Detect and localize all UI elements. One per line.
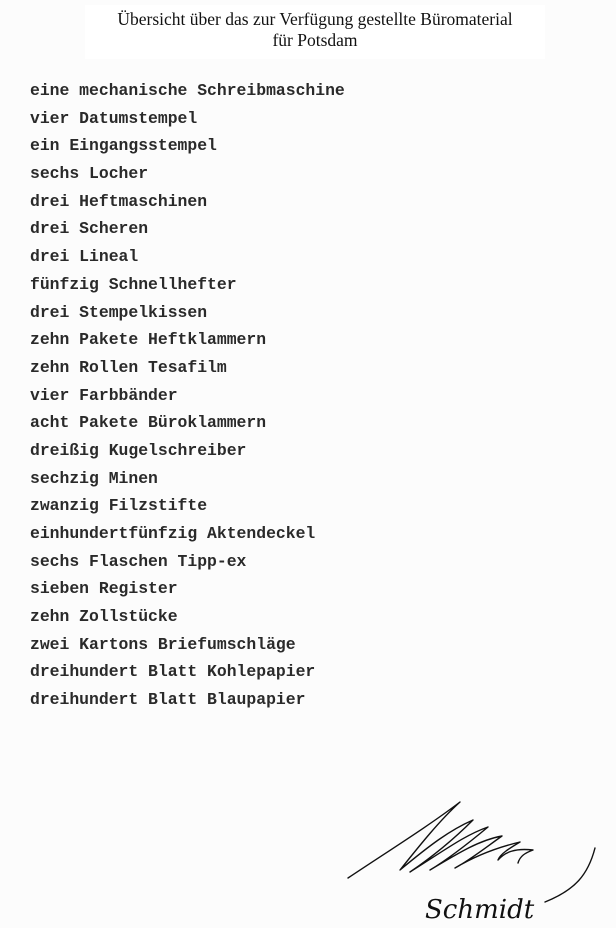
list-item: einhundertfünfzig Aktendeckel (30, 524, 316, 543)
list-item: dreihundert Blatt Blaupapier (30, 690, 306, 710)
list-item: dreihundert Blatt Kohlepapier (30, 662, 316, 682)
list-item: vier Farbbänder (30, 385, 178, 405)
list-item: drei Stempelkissen (30, 302, 208, 322)
document-title (85, 5, 545, 59)
list-item: sieben Register (30, 579, 178, 599)
list-item: sechzig Minen (30, 468, 158, 488)
list-item: vier Datumstempel (30, 108, 198, 128)
supply-list (30, 80, 345, 717)
list-item: ein Eingangsstempel (30, 136, 217, 156)
list-item: zehn Zollstücke (30, 607, 178, 627)
list-item: sechs Locher (30, 164, 149, 184)
list-item: acht Pakete Büroklammern (30, 413, 267, 433)
list-item: zehn Rollen Tesafilm (30, 357, 227, 377)
title-line-2: für Potsdam (272, 30, 358, 50)
list-item: drei Scheren (30, 219, 149, 239)
title-line-1: Übersicht über das zur Verfügung gestellte Büromaterial (117, 9, 513, 29)
list-item: dreißig Kugelschreiber (30, 440, 247, 460)
list-item: sechs Flaschen Tipp-ex (30, 551, 247, 571)
list-item: zehn Pakete Heftklammern (30, 330, 267, 350)
list-item: drei Heftmaschinen (30, 191, 208, 211)
handwritten-signature (330, 790, 616, 928)
list-item: eine mechanische Schreibmaschine (30, 81, 345, 100)
signature-name: Schmidt (425, 895, 535, 925)
list-item: zwanzig Filzstifte (30, 496, 208, 516)
list-item: fünfzig Schnellhefter (30, 274, 237, 294)
list-item: zwei Kartons Briefumschläge (30, 634, 296, 654)
list-item: drei Lineal (30, 247, 139, 267)
